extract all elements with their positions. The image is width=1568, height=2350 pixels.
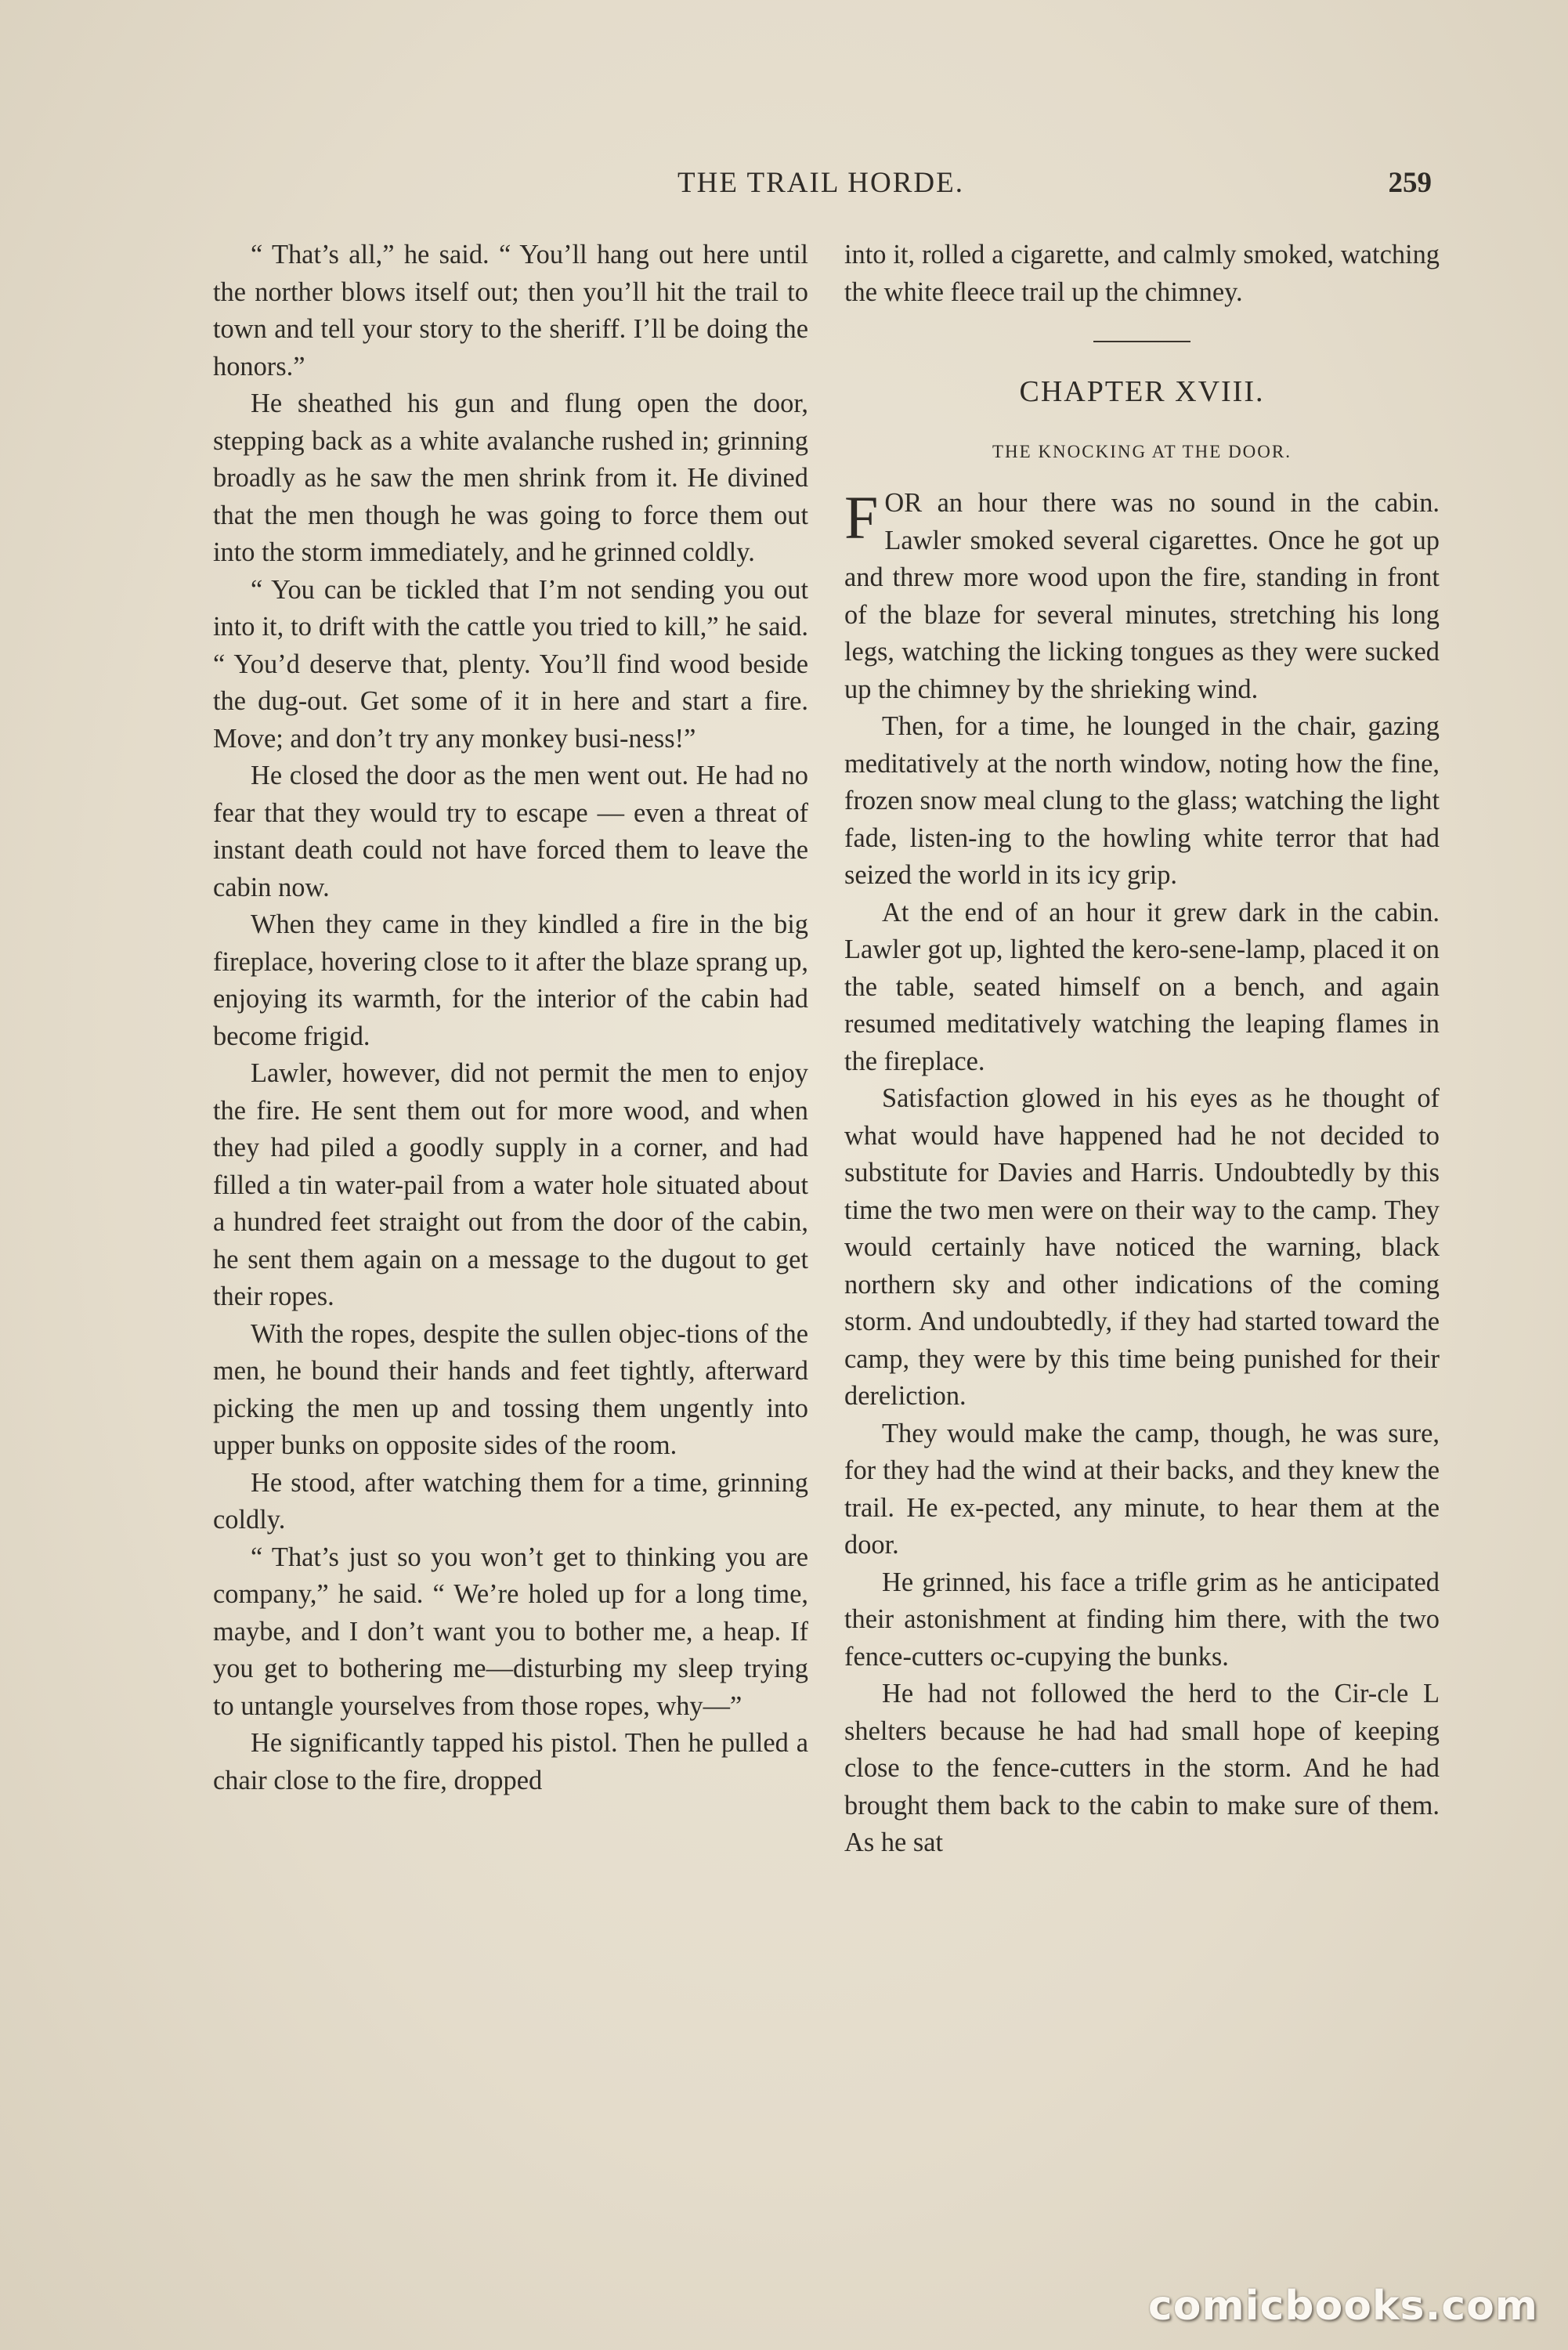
paragraph: He grinned, his face a trifle grim as he anticipated their astonishment at finding him there, with the two fence-cutters oc-cupying the bunks. [844,1567,1440,1672]
paragraph: At the end of an hour it grew dark in the cabin. Lawler got up, lighted the kero-sene-lamp, placed it on the table, seated himself on a bench, and again resumed meditatively watching the leaping flames in the fireplace. [844,897,1440,1076]
left-column [213,237,808,1799]
chapter-subtitle: THE KNOCKING AT THE DOOR. [992,442,1292,461]
paragraph: With the ropes, despite the sullen objec-tions of the men, he bound their hands and feet tightly, afterward picking the men up and tossing them ungently into upper bunks on opposite sides of the room. [213,1318,808,1460]
running-title: THE TRAIL HORDE. [677,167,964,199]
paragraph: When they came in they kindled a fire in the big fireplace, hovering close to it after the blaze sprang up, enjoying its warmth, for the interior of the cabin had become frigid. [213,909,808,1051]
paragraph: He stood, after watching them for a time, grinning coldly. [213,1467,808,1535]
page-number: 259 [1388,167,1432,199]
paragraph: They would make the camp, though, he was sure, for they had the wind at their backs, and they knew the trail. He ex-pected, any minute, to hear them at the door. [844,1418,1440,1560]
paragraph: Then, for a time, he lounged in the chair, gazing meditatively at the north window, noting how the fine, frozen snow meal clung to the glass; watching the light fade, listen-ing to the howling white terror that had seized the world in its icy grip. [844,711,1440,890]
paragraph: “ That’s just so you won’t get to thinking you are company,” he said. “ We’re holed up for a long time, maybe, and I don’t want you to bother me, a heap. If you get to bothering me—disturbing my sleep trying to untangle yourselves from those ropes, why—” [213,1542,808,1721]
paragraph: Lawler, however, did not permit the men to enjoy the fire. He sent them out for more wood, and when they had piled a goodly supply in a corner, and had filled a tin water-pail from a water hole situated about a hundred feet straight out from the door of the cabin, he sent them again on a message to the dugout to get their ropes. [213,1058,808,1311]
paragraph: He had not followed the herd to the Cir-cle L shelters because he had had small hope of keeping close to the fence-cutters in the storm. And he had brought them back to the cabin to make sure of them. As he sat [844,1679,1440,1857]
section-divider [1093,341,1190,342]
watermark-logo: comicbooks.com [1147,2283,1538,2330]
drop-cap: F [844,483,879,551]
paragraph: Satisfaction glowed in his eyes as he thought of what would have happened had he not decided to substitute for Davies and Harris. Undoubtedly by this time the two men were on their way to the camp. They would certainly have noticed the warning, black northern sky and other indications of the coming storm. And undoubtedly, if they had started toward the camp, they were by this time being punished for their dereliction. [844,1083,1440,1411]
paragraph: “ That’s all,” he said. “ You’ll hang out here until the norther blows itself out; then you’ll hit the trail to town and tell your story to the sheriff. I’ll be doing the honors.” [213,240,808,381]
running-head [210,166,1432,213]
right-column [844,237,1440,1862]
opening-paragraph [844,485,1440,708]
opening-text: OR an hour there was no sound in the cabin. Lawler smoked several cigarettes. Once he got up and threw more wood upon the fire, standing in front of the blaze for several minutes, stretching his long legs, watching the licking tongues as they were sucked up the chimney by the shrieking wind. [844,488,1440,704]
paragraph: “ You can be tickled that I’m not sending you out into it, to drift with the cattle you tried to kill,” he said. “ You’d deserve that, plenty. You’ll find wood beside the dug-out. Get some of it in here and start a fire. Move; and don’t try any monkey busi-ness!” [213,574,808,754]
paragraph: He significantly tapped his pistol. Then he pulled a chair close to the fire, dropped [213,1728,808,1795]
paragraph: He sheathed his gun and flung open the door, stepping back as a white avalanche rushed in; grinning broadly as he saw the men shrink from it. He divined that the men though he was going to force them out into the storm immediately, and he grinned coldly. [213,389,808,567]
paragraph: He closed the door as the men went out. He had no fear that they would try to escape — even a threat of instant death could not have forced them to leave the cabin now. [213,761,808,902]
chapter-heading: CHAPTER XVIII. [1019,375,1265,408]
continuation-paragraph: into it, rolled a cigarette, and calmly smoked, watching the white fleece trail up the chimney. [844,240,1440,307]
